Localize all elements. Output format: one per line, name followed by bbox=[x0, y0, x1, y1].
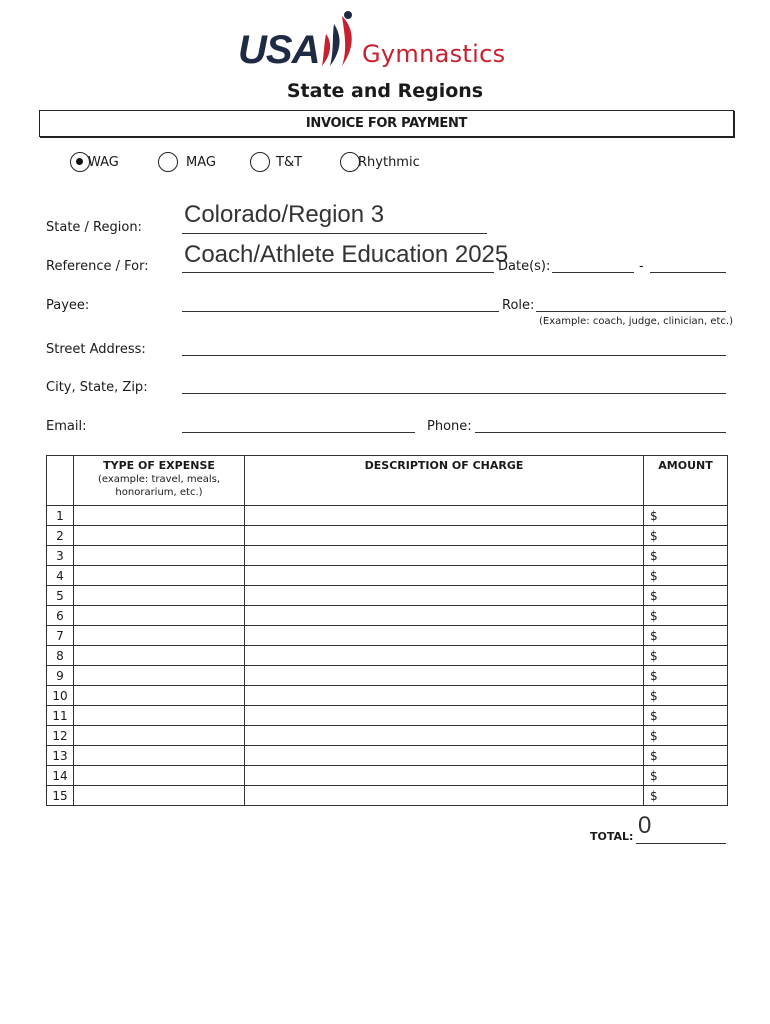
table-row bbox=[47, 526, 728, 546]
description-cell[interactable] bbox=[245, 706, 644, 726]
radio-mag-label: MAG bbox=[186, 154, 216, 170]
header-type-hint-2: honorarium, etc.) bbox=[115, 487, 203, 498]
header-type-of-expense bbox=[74, 456, 245, 506]
expense-table bbox=[46, 455, 728, 806]
table-row bbox=[47, 606, 728, 626]
row-number: 12 bbox=[47, 726, 74, 746]
table-header-row bbox=[47, 456, 728, 506]
page-title: State and Regions bbox=[286, 80, 484, 102]
description-cell[interactable] bbox=[245, 546, 644, 566]
row-number: 3 bbox=[47, 546, 74, 566]
total-label: TOTAL: bbox=[590, 830, 634, 843]
expense-type-cell[interactable] bbox=[74, 686, 245, 706]
header-row-number bbox=[47, 456, 74, 506]
row-number: 13 bbox=[47, 746, 74, 766]
expense-type-cell[interactable] bbox=[74, 506, 245, 526]
radio-empty-icon bbox=[158, 152, 178, 172]
expense-type-cell[interactable] bbox=[74, 546, 245, 566]
table-row bbox=[47, 646, 728, 666]
payee-field[interactable] bbox=[182, 311, 499, 312]
row-number: 1 bbox=[47, 506, 74, 526]
total-line bbox=[636, 843, 726, 844]
role-hint: (Example: coach, judge, clinician, etc.) bbox=[539, 316, 734, 327]
expense-type-cell[interactable] bbox=[74, 666, 245, 686]
expense-type-cell[interactable] bbox=[74, 646, 245, 666]
expense-type-cell[interactable] bbox=[74, 566, 245, 586]
dates-label: Date(s): bbox=[498, 259, 551, 274]
expense-type-cell[interactable] bbox=[74, 786, 245, 806]
amount-cell[interactable]: $ bbox=[644, 566, 728, 586]
description-cell[interactable] bbox=[245, 786, 644, 806]
state-region-label: State / Region: bbox=[46, 220, 142, 235]
phone-field[interactable] bbox=[475, 432, 726, 433]
date-start-field[interactable] bbox=[552, 272, 634, 273]
amount-cell[interactable]: $ bbox=[644, 626, 728, 646]
description-cell[interactable] bbox=[245, 746, 644, 766]
amount-cell[interactable]: $ bbox=[644, 766, 728, 786]
radio-rhythmic-label: Rhythmic bbox=[358, 154, 420, 170]
amount-cell[interactable]: $ bbox=[644, 506, 728, 526]
row-number: 11 bbox=[47, 706, 74, 726]
header-amount: AMOUNT bbox=[644, 456, 728, 506]
expense-type-cell[interactable] bbox=[74, 626, 245, 646]
table-row bbox=[47, 586, 728, 606]
table-row bbox=[47, 626, 728, 646]
description-cell[interactable] bbox=[245, 566, 644, 586]
gymnastics-logo-text: Gymnastics bbox=[362, 40, 506, 68]
description-cell[interactable] bbox=[245, 666, 644, 686]
expense-type-cell[interactable] bbox=[74, 766, 245, 786]
reference-value[interactable]: Coach/Athlete Education 2025 bbox=[184, 241, 509, 268]
table-row bbox=[47, 786, 728, 806]
description-cell[interactable] bbox=[245, 686, 644, 706]
table-row bbox=[47, 546, 728, 566]
expense-type-cell[interactable] bbox=[74, 526, 245, 546]
reference-label: Reference / For: bbox=[46, 259, 149, 274]
city-label: City, State, Zip: bbox=[46, 380, 148, 395]
header-type-hint-1: (example: travel, meals, bbox=[97, 474, 221, 485]
radio-wag-label: WAG bbox=[88, 154, 119, 170]
dates-separator: - bbox=[639, 259, 644, 274]
description-cell[interactable] bbox=[245, 606, 644, 626]
invoice-banner: INVOICE FOR PAYMENT bbox=[39, 110, 734, 137]
radio-selected-icon bbox=[70, 152, 90, 172]
row-number: 2 bbox=[47, 526, 74, 546]
role-field[interactable] bbox=[536, 311, 726, 312]
date-end-field[interactable] bbox=[650, 272, 726, 273]
row-number: 10 bbox=[47, 686, 74, 706]
gymnast-flame-icon bbox=[312, 10, 360, 70]
header-type-label: TYPE OF EXPENSE bbox=[103, 459, 215, 472]
street-label: Street Address: bbox=[46, 342, 146, 357]
table-row bbox=[47, 766, 728, 786]
amount-cell[interactable]: $ bbox=[644, 666, 728, 686]
amount-cell[interactable]: $ bbox=[644, 546, 728, 566]
table-row bbox=[47, 666, 728, 686]
description-cell[interactable] bbox=[245, 506, 644, 526]
amount-cell[interactable]: $ bbox=[644, 706, 728, 726]
expense-type-cell[interactable] bbox=[74, 726, 245, 746]
table-row bbox=[47, 686, 728, 706]
expense-type-cell[interactable] bbox=[74, 746, 245, 766]
table-row bbox=[47, 726, 728, 746]
description-cell[interactable] bbox=[245, 766, 644, 786]
phone-label: Phone: bbox=[427, 419, 472, 434]
expense-type-cell[interactable] bbox=[74, 586, 245, 606]
payee-label: Payee: bbox=[46, 298, 90, 313]
radio-empty-icon bbox=[250, 152, 270, 172]
row-number: 9 bbox=[47, 666, 74, 686]
header-description: DESCRIPTION OF CHARGE bbox=[245, 456, 644, 506]
email-label: Email: bbox=[46, 419, 87, 434]
radio-tt-label: T&T bbox=[276, 154, 303, 170]
table-row bbox=[47, 566, 728, 586]
amount-cell[interactable]: $ bbox=[644, 786, 728, 806]
email-field[interactable] bbox=[182, 432, 415, 433]
radio-tt[interactable] bbox=[250, 152, 302, 172]
role-label: Role: bbox=[502, 298, 535, 313]
table-row bbox=[47, 506, 728, 526]
row-number: 5 bbox=[47, 586, 74, 606]
radio-wag[interactable] bbox=[70, 152, 119, 172]
reference-line bbox=[182, 272, 494, 273]
total-value[interactable]: 0 bbox=[638, 812, 652, 839]
expense-type-cell[interactable] bbox=[74, 606, 245, 626]
radio-rhythmic[interactable] bbox=[340, 152, 420, 172]
amount-cell[interactable]: $ bbox=[644, 606, 728, 626]
state-region-line bbox=[182, 233, 487, 234]
amount-cell[interactable]: $ bbox=[644, 526, 728, 546]
row-number: 7 bbox=[47, 626, 74, 646]
expense-type-cell[interactable] bbox=[74, 706, 245, 726]
amount-cell[interactable]: $ bbox=[644, 746, 728, 766]
city-field[interactable] bbox=[182, 393, 726, 394]
row-number: 14 bbox=[47, 766, 74, 786]
row-number: 6 bbox=[47, 606, 74, 626]
state-region-value[interactable]: Colorado/Region 3 bbox=[184, 201, 385, 228]
description-cell[interactable] bbox=[245, 646, 644, 666]
table-row bbox=[47, 706, 728, 726]
row-number: 15 bbox=[47, 786, 74, 806]
radio-mag[interactable] bbox=[158, 152, 216, 172]
amount-cell[interactable]: $ bbox=[644, 646, 728, 666]
table-row bbox=[47, 746, 728, 766]
usa-logo-text: USA bbox=[238, 28, 320, 72]
street-field[interactable] bbox=[182, 355, 726, 356]
description-cell[interactable] bbox=[245, 586, 644, 606]
radio-empty-icon bbox=[340, 152, 360, 172]
amount-cell[interactable]: $ bbox=[644, 686, 728, 706]
description-cell[interactable] bbox=[245, 726, 644, 746]
amount-cell[interactable]: $ bbox=[644, 586, 728, 606]
amount-cell[interactable]: $ bbox=[644, 726, 728, 746]
row-number: 8 bbox=[47, 646, 74, 666]
description-cell[interactable] bbox=[245, 626, 644, 646]
description-cell[interactable] bbox=[245, 526, 644, 546]
row-number: 4 bbox=[47, 566, 74, 586]
